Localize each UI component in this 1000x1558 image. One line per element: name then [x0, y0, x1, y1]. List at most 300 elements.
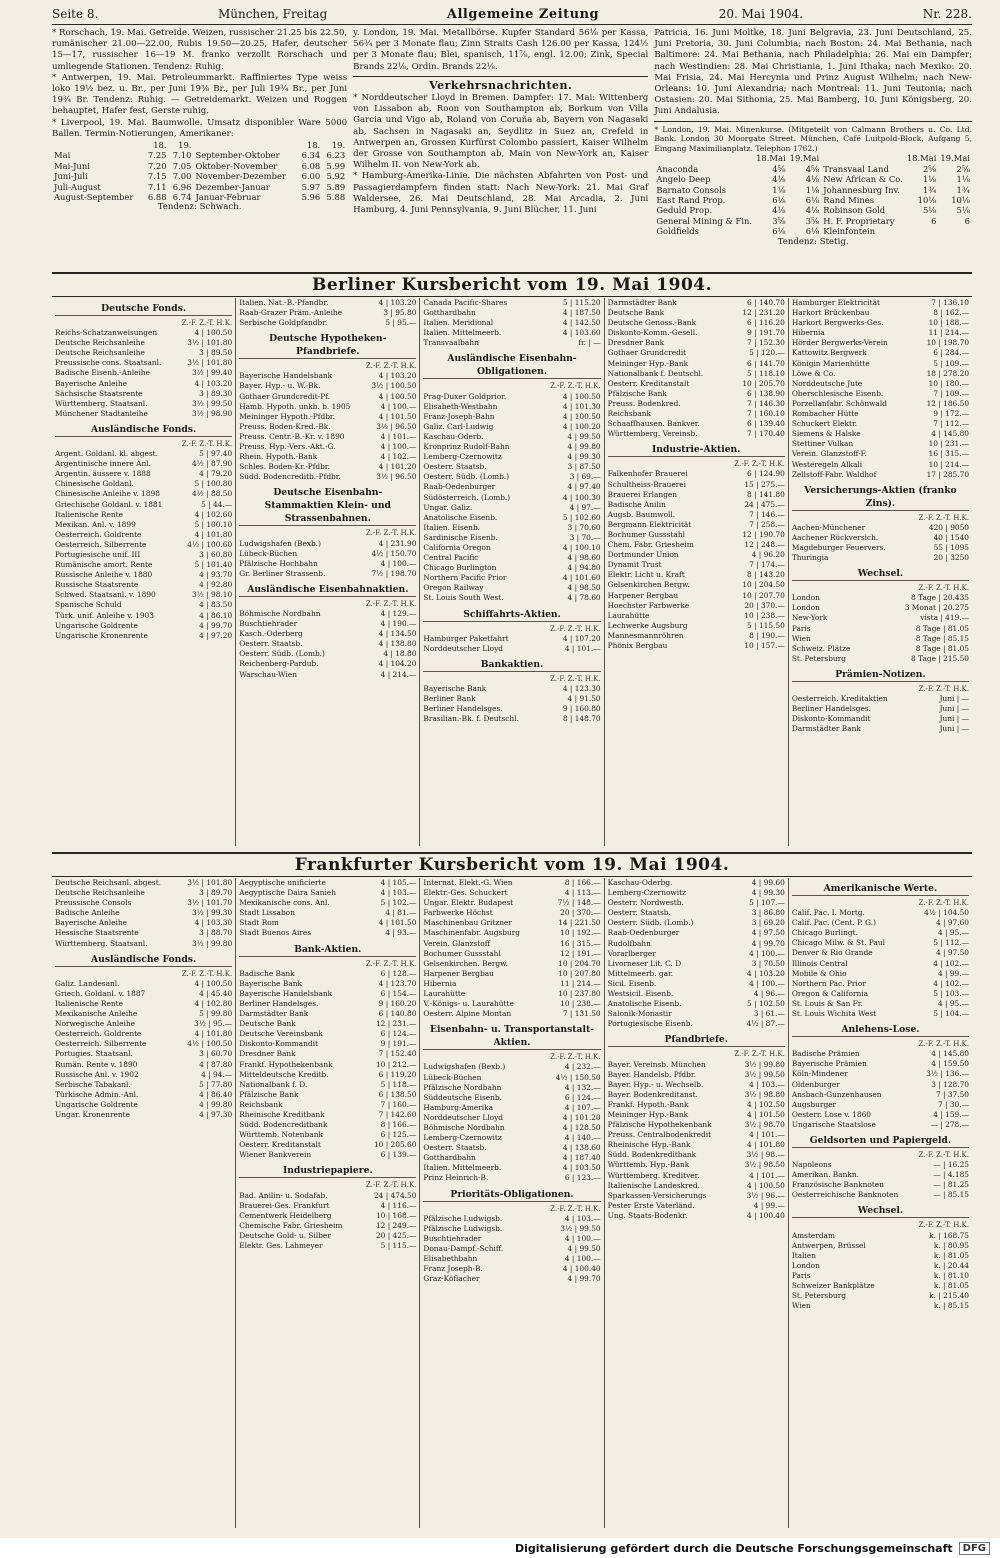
- berlin-security-name: Schultheiss-Brauerei: [607, 479, 687, 489]
- berlin-security-name: Norddeutscher Lloyd: [423, 643, 503, 653]
- berlin-column-header: Z.-F. Z.-T. H.K.: [918, 584, 970, 593]
- frankfurt-security-name: Badische Bank: [239, 968, 295, 978]
- frankfurt-security-name: Galiz. Landesanl.: [55, 978, 120, 988]
- frankfurt-quote-row: [792, 1251, 969, 1261]
- frankfurt-security-name: Northern Pac. Prior: [791, 978, 866, 988]
- cotton-cell: August-September: [54, 192, 134, 203]
- frankfurt-security-name: Franz Joseph-B.: [423, 1264, 483, 1274]
- berlin-security-name: Oesterr. Staatsb.: [239, 639, 303, 649]
- frankfurt-quote-value: 4 | 159.50: [931, 1059, 970, 1069]
- frankfurt-quote-value: 4 | 97.60: [935, 918, 970, 928]
- frankfurt-quote-row: [792, 1160, 969, 1170]
- berlin-quote-value: 4 | 99.50: [567, 431, 601, 441]
- frankfurt-quote-value: 3½ | 99.80: [744, 1059, 785, 1069]
- frankfurt-quote-value: 3½ | 101.80: [187, 878, 233, 887]
- mines-cell: 1¾: [956, 184, 970, 195]
- berlin-quote-value: 4½ | 100.60: [187, 539, 233, 549]
- frankfurt-security-name: Rumän. Rente v. 1890: [55, 1059, 138, 1069]
- berlin-quote-row: [608, 641, 785, 651]
- frankfurt-quote-value: 4 | 138.60: [562, 1143, 601, 1153]
- berlin-quote-value: 8 | 148.70: [562, 714, 601, 724]
- mines-row: [654, 195, 972, 205]
- frankfurt-security-name: Norddeutscher Lloyd: [423, 1112, 503, 1122]
- berlin-quote-row: [608, 601, 785, 611]
- frankfurt-security-name: Südd. Bodencreditbank: [239, 1120, 328, 1130]
- berlin-quote-value: 7 | 136.10: [931, 298, 970, 307]
- frankfurt-quote-value: 3½ | 98.80: [744, 1089, 785, 1099]
- berlin-security-name: Harpener Bergbau: [607, 590, 679, 600]
- frankfurt-column: [420, 878, 604, 1528]
- berlin-quote-value: 5 | 120.—: [749, 348, 785, 358]
- frankfurt-quote-value: 7 | 160.—: [380, 1099, 417, 1109]
- frankfurt-quote-row: [792, 999, 969, 1009]
- berlin-security-name: Darmstädter Bank: [607, 298, 677, 307]
- frankfurt-quote-value: 3½ | 99.50: [744, 1069, 785, 1079]
- frankfurt-quote-row: [792, 1291, 969, 1301]
- berlin-security-name: Lechwerke Augsburg: [607, 620, 688, 630]
- berlin-quote-row: [423, 513, 600, 523]
- berlin-quote-value: 8 | 141.80: [747, 489, 785, 499]
- berlin-quote-value: 4 | 92.80: [199, 580, 233, 590]
- berlin-column-header: Z.-F. Z.-T. H.K.: [181, 439, 233, 448]
- frankfurt-quote-row: [423, 1133, 600, 1143]
- frankfurt-quote-row: [423, 1153, 600, 1163]
- frankfurt-quote-row: [792, 1009, 969, 1019]
- frankfurt-security-name: Sicil. Eisenb.: [607, 978, 657, 988]
- berlin-quote-value: 4 | 190.—: [380, 619, 417, 629]
- berlin-quote-row: [55, 479, 232, 489]
- frankfurt-quote-value: k. | 20.44: [933, 1260, 970, 1270]
- frankfurt-security-name: Pfälzische Bank: [239, 1089, 299, 1099]
- berlin-quote-row: [792, 338, 969, 348]
- berlin-quote-row: [55, 409, 232, 419]
- berlin-quote-row: [239, 609, 416, 619]
- mines-table: [654, 153, 972, 236]
- berlin-quote-row: [608, 520, 785, 530]
- berlin-quote-value: 3½ | 99.50: [191, 398, 233, 408]
- berlin-security-name: Gelsenkirchen Bergw.: [607, 580, 690, 590]
- frankfurt-quote-value: 4 | 100.50: [747, 1180, 785, 1190]
- berlin-security-name: Kattowitz Bergwerk: [791, 348, 867, 358]
- berlin-quote-value: 24 | 475.—: [744, 499, 785, 509]
- berlin-security-name: Chinesische Anleihe v. 1898: [55, 489, 160, 499]
- berlin-quote-value: 3½ | 98.90: [191, 408, 233, 418]
- berlin-quote-value: 6 | 116.20: [747, 318, 785, 328]
- berlin-quote-value: 8 Tage | 20.435: [911, 593, 970, 603]
- frankfurt-section-title: Prioritäts-Obligationen.: [423, 1188, 600, 1202]
- berlin-quote-value: 4½ | 87.90: [191, 459, 233, 469]
- berlin-security-name: Königin Marienhütte: [791, 358, 870, 368]
- frankfurt-security-name: Gelsenkirchen. Bergw.: [423, 958, 508, 968]
- frankfurt-quote-value: 4 | 97.50: [751, 928, 785, 938]
- berlin-quote-value: 40 | 1540: [933, 532, 970, 542]
- frankfurt-quote-value: 4 | 95.—: [937, 928, 970, 938]
- cotton-row: [52, 161, 347, 171]
- frankfurt-section-title: Industriepapiere.: [239, 1164, 416, 1178]
- berlin-quote-row: [55, 550, 232, 560]
- frankfurt-quote-row: [239, 1211, 416, 1221]
- berlin-quote-row: [423, 338, 600, 348]
- mines-cell: 4⅝: [772, 163, 786, 174]
- frankfurt-quote-value: 6 | 119.20: [378, 1069, 417, 1079]
- berlin-quote-value: 4 | 100.—: [380, 401, 417, 411]
- cotton-cell: 6.74: [172, 192, 192, 203]
- berlin-quote-row: [792, 543, 969, 553]
- frankfurt-section-title: Geldsorten und Papiergeld.: [792, 1134, 969, 1148]
- berlin-quote-row: [608, 379, 785, 389]
- frankfurt-quote-row: [423, 1214, 600, 1224]
- frankfurt-quote-row: [792, 938, 969, 948]
- frankfurt-security-name: Ungar. Elektr. Budapest: [423, 898, 514, 908]
- frankfurt-security-name: Mittelmeerb. gar.: [607, 968, 674, 978]
- cotton-cell: 6.23: [326, 150, 346, 161]
- market-column-3: [654, 28, 972, 268]
- berlin-quote-row: [608, 560, 785, 570]
- frankfurt-quote-value: 6 | 125.—: [380, 1130, 417, 1140]
- mines-cell: 4⅛: [805, 174, 820, 185]
- frankfurt-quote-value: 4 | 103.20: [747, 968, 785, 978]
- berlin-quote-row: [792, 553, 969, 563]
- berlin-security-name: Lübeck-Büchen: [239, 548, 298, 558]
- frankfurt-security-name: St. Petersburg: [791, 1291, 846, 1301]
- frankfurt-quote-row: [55, 928, 232, 938]
- berlin-quote-row: [423, 684, 600, 694]
- berlin-quote-row: [792, 694, 969, 704]
- berlin-quote-value: 10 | 204.50: [742, 580, 785, 590]
- berlin-quote-value: 18 | 278.20: [926, 368, 970, 378]
- market-column-1: [52, 28, 347, 268]
- berlin-security-name: Dortmunder Union: [607, 550, 679, 560]
- frankfurt-quote-value: 4 | 97.50: [935, 948, 970, 958]
- berlin-quote-value: Juni | —: [939, 694, 970, 703]
- frankfurt-quote-row: [792, 1281, 969, 1291]
- frankfurt-quote-value: 4½ | 87.—: [746, 1019, 785, 1029]
- berlin-quote-value: 4 | 97.40: [567, 482, 601, 492]
- berlin-quote-row: [423, 482, 600, 492]
- frankfurt-security-name: Cementwerk Heidelberg: [239, 1210, 332, 1220]
- berlin-quote-value: 4 | 101.—: [564, 643, 601, 653]
- frankfurt-security-name: Amerikan. Bankn.: [791, 1170, 859, 1180]
- frankfurt-quote-row: [239, 1090, 416, 1100]
- frankfurt-quote-row: [608, 1110, 785, 1120]
- frankfurt-quote-value: 7 | 131.50: [562, 1009, 601, 1019]
- frankfurt-security-name: Meininger Hyp.-Bank: [607, 1109, 689, 1119]
- berlin-quote-row: [55, 338, 232, 348]
- berlin-column-header: Z.-F. Z.-T. H.K.: [550, 674, 601, 683]
- berlin-quote-row: [423, 543, 600, 553]
- frankfurt-quote-value: 4 | 99.—: [753, 1200, 785, 1210]
- berlin-security-name: Oesterreich. Kreditaktien: [791, 694, 888, 703]
- cotton-cell: 6.88: [147, 192, 167, 203]
- berlin-security-name: Bayer. Hyp.- u. W.-Bk.: [239, 381, 321, 391]
- frankfurt-quote-value: 12 | 249.—: [375, 1220, 417, 1230]
- berlin-security-name: Hamb. Hypoth. unkb. b. 1905: [239, 401, 351, 411]
- mines-row: [654, 164, 972, 174]
- frankfurt-quote-row: [423, 1062, 600, 1072]
- berlin-security-name: Oesterr. Kreditanstalt: [607, 378, 690, 388]
- berlin-quote-value: 420 | 9050: [928, 522, 970, 532]
- berlin-section-title: Deutsche Fonds.: [55, 302, 232, 316]
- mines-cell: 6⅛: [772, 195, 786, 206]
- frankfurt-quote-value: — | 278.—: [930, 1119, 970, 1129]
- berlin-section-title: Versicherungs-Aktien (franko Zins).: [792, 484, 969, 511]
- funding-credit: Digitalisierung gefördert durch die Deutsche Forschungsgemeinschaft: [514, 1541, 953, 1555]
- frankfurt-quote-value: 5 | 118.—: [380, 1079, 417, 1089]
- frankfurt-quote-row: [608, 999, 785, 1009]
- frankfurt-security-name: Brauerei-Ges. Frankfurt: [239, 1200, 330, 1210]
- frankfurt-security-name: Schweizer Bankplätze: [791, 1281, 875, 1290]
- frankfurt-quote-value: 9 | 160.20: [378, 998, 417, 1008]
- frankfurt-quote-value: — | 4.185: [933, 1170, 970, 1180]
- mines-cell: 6⅛: [805, 226, 820, 237]
- berlin-security-name: Verein. Glanzstoff-F.: [791, 449, 867, 459]
- berlin-security-name: Norddeutsche Jute: [791, 378, 863, 388]
- berlin-quote-value: 4 | 103.20: [378, 371, 417, 381]
- berlin-security-name: Löwe & Co.: [791, 368, 836, 378]
- berlin-quote-value: 8 | 162.—: [933, 308, 970, 318]
- frankfurt-quote-row: [792, 969, 969, 979]
- berlin-quote-row: [608, 621, 785, 631]
- frankfurt-security-name: Rheinische Kreditbank: [239, 1109, 325, 1119]
- berlin-quote-value: 4 | 99.70: [199, 620, 233, 630]
- frankfurt-security-name: Italien. Mittelmeerb.: [423, 1163, 502, 1173]
- mines-header-row: [654, 153, 972, 163]
- frankfurt-quote-value: 4 | 99.60: [751, 878, 785, 887]
- frankfurt-quote-row: [55, 1019, 232, 1029]
- frankfurt-quote-value: 4 | 97.30: [199, 1109, 233, 1119]
- berlin-quote-value: 8 Tage | 215.50: [911, 653, 970, 663]
- mines-row: [654, 185, 972, 195]
- berlin-security-name: Hamburger Elektricität: [791, 298, 881, 307]
- berlin-security-name: Dresdner Bank: [607, 338, 665, 348]
- frankfurt-quote-row: [239, 1150, 416, 1160]
- berlin-quote-row: [423, 328, 600, 338]
- frankfurt-quote-row: [239, 1009, 416, 1019]
- frankfurt-security-name: Dresdner Bank: [239, 1049, 296, 1059]
- frankfurt-quote-value: 7 | 152.40: [378, 1049, 417, 1059]
- frankfurt-quote-row: [55, 918, 232, 928]
- berlin-quote-value: 4 | 98.60: [567, 553, 601, 563]
- mines-cell: New African & Co.: [823, 174, 903, 185]
- mines-cell: East Rand Prop.: [656, 195, 726, 206]
- frankfurt-quote-value: 4 | 103.50: [562, 1163, 601, 1173]
- berlin-security-name: Kasch.-Oderberg: [239, 629, 303, 639]
- frankfurt-quote-value: 4 | 87.80: [199, 1059, 233, 1069]
- berlin-security-name: Aachener Rückversich.: [791, 532, 879, 542]
- frankfurt-security-name: Chemische Fabr. Griesheim: [239, 1220, 343, 1230]
- frankfurt-quote-value: 4½ | 104.50: [924, 908, 970, 918]
- mines-cell: 1⅛: [922, 174, 937, 185]
- berlin-quote-value: 5 | 95.—: [385, 318, 417, 328]
- frankfurt-quote-row: [608, 1211, 785, 1221]
- frankfurt-quote-row: [608, 1070, 785, 1080]
- berlin-security-name: Zellstoff-Fabr. Waldhof: [791, 469, 877, 479]
- frankfurt-security-name: Bayerische Bank: [239, 978, 302, 988]
- mines-cell: [905, 226, 939, 236]
- frankfurt-quote-value: 4 | 103.—: [564, 1213, 601, 1223]
- berlin-quote-row: [792, 603, 969, 613]
- berlin-security-name: Ungar. Galiz.: [423, 502, 473, 512]
- frankfurt-quote-row: [239, 999, 416, 1009]
- frankfurt-quote-row: [608, 969, 785, 979]
- berlin-quote-value: 6 | 124.90: [747, 469, 785, 479]
- frankfurt-column: [52, 878, 236, 1528]
- frankfurt-security-name: Russische Anl. v. 1902: [55, 1069, 139, 1079]
- berlin-security-name: Diskonto-Kommandit: [791, 714, 871, 724]
- berlin-security-name: Bayerische Anleihe: [55, 378, 128, 388]
- frankfurt-quote-row: [239, 969, 416, 979]
- berlin-security-name: Pfälzische Bank: [607, 388, 667, 398]
- frankfurt-section-title: Anlehens-Lose.: [792, 1023, 969, 1037]
- cotton-cell: Juli-August: [54, 181, 101, 192]
- berlin-security-name: Prag-Duxer Goldprior.: [423, 391, 507, 401]
- berlin-quote-row: [792, 593, 969, 603]
- berlin-quote-value: 7 | 146.—: [749, 509, 785, 519]
- berlin-quote-value: 10 | 188.—: [928, 318, 970, 328]
- frankfurt-quote-row: [423, 959, 600, 969]
- frankfurt-banner: Frankfurter Kursbericht vom 19. Mai 1904.: [52, 852, 972, 877]
- frankfurt-quote-value: 9 | 191.—: [380, 1039, 417, 1049]
- cotton-tendenz: Tendenz: Schwach.: [157, 202, 242, 213]
- frankfurt-quote-value: 10 | 238.—: [560, 999, 601, 1009]
- mines-cell: 6⅛: [772, 226, 786, 237]
- frankfurt-column-header: Z.-F. Z.-T. H.K.: [550, 1204, 601, 1213]
- frankfurt-quote-row: [55, 1060, 232, 1070]
- mines-cell: Johannesburg Inv.: [823, 184, 900, 195]
- berlin-quote-row: [792, 724, 969, 734]
- frankfurt-security-name: V.-Königs- u. Laurahütte: [423, 999, 514, 1009]
- frankfurt-quote-value: 4 | 187.40: [562, 1153, 601, 1163]
- berlin-security-name: Diskonto-Komm.-Gesell.: [607, 328, 698, 338]
- cotton-header-cell: 19.: [331, 140, 346, 151]
- berlin-quote-row: [55, 611, 232, 621]
- frankfurt-quote-value: 3½ | 95.—: [194, 1019, 233, 1029]
- berlin-quote-row: [423, 563, 600, 573]
- frankfurt-quote-value: 7 | 142.60: [378, 1109, 417, 1119]
- frankfurt-quote-row: [55, 999, 232, 1009]
- berlin-security-name: Hamburger Paketfahrt: [423, 633, 509, 643]
- berlin-quote-row: [608, 348, 785, 358]
- frankfurt-quote-row: [423, 1083, 600, 1093]
- frankfurt-security-name: Württemberg. Staatsanl.: [55, 938, 148, 948]
- berlin-quote-row: [792, 634, 969, 644]
- frankfurt-quote-value: 24 | 474.50: [373, 1190, 417, 1200]
- frankfurt-security-name: Stadt Buenos Aires: [239, 928, 312, 938]
- frankfurt-security-name: Maschinenbau Gritzner: [423, 918, 512, 928]
- frankfurt-security-name: Französische Banknoten: [791, 1180, 884, 1190]
- berlin-quote-value: 8 Tage | 85.15: [915, 633, 970, 643]
- frankfurt-quote-row: [423, 949, 600, 959]
- frankfurt-quote-value: 4 | 103.—: [749, 1079, 785, 1089]
- cotton-table: [52, 140, 347, 202]
- berlin-section-title: Deutsche Hypotheken-Pfandbriefe.: [239, 332, 416, 359]
- frankfurt-quote-value: 4 | 105.—: [380, 878, 417, 887]
- frankfurt-quote-value: 10 | 237.80: [558, 989, 601, 999]
- frankfurt-quote-row: [239, 918, 416, 928]
- frankfurt-security-name: Frankf. Hypothekenbank: [239, 1059, 333, 1069]
- mines-row: [654, 174, 972, 184]
- frankfurt-quote-value: k. | 81.05: [933, 1250, 970, 1260]
- frankfurt-quote-row: [55, 1029, 232, 1039]
- frankfurt-security-name: Lemberg-Czernowitz: [423, 1133, 502, 1143]
- berlin-quote-row: [423, 644, 600, 654]
- berlin-quote-value: 4 | 100.20: [562, 421, 601, 431]
- berlin-column: [236, 298, 420, 846]
- frankfurt-quote-row: [792, 1271, 969, 1281]
- berlin-quote-value: 7½ | 198.70: [371, 568, 417, 578]
- frankfurt-quote-value: 6 | 123.—: [564, 1173, 601, 1183]
- berlin-quote-value: 5 | 100.10: [194, 519, 233, 529]
- berlin-security-name: Russische Staatsrente: [55, 580, 139, 590]
- frankfurt-quote-row: [423, 1113, 600, 1123]
- berlin-quote-value: 5 | 101.40: [194, 560, 233, 570]
- berlin-security-name: Rumänische amort. Rente: [55, 560, 153, 570]
- mines-cell: 1⅛: [956, 174, 970, 185]
- frankfurt-quote-value: 4 | 94.—: [201, 1069, 233, 1079]
- frankfurt-quote-row: [608, 888, 785, 898]
- frankfurt-security-name: Reichsbank: [239, 1099, 283, 1109]
- frankfurt-security-name: Pfälzische Nordbahn: [423, 1082, 502, 1092]
- frankfurt-quote-row: [239, 1201, 416, 1211]
- berlin-quote-row: [608, 318, 785, 328]
- berlin-quote-value: 10 | 157.—: [744, 641, 785, 650]
- cotton-row: [52, 182, 347, 192]
- frankfurt-security-name: Italien: [791, 1250, 816, 1260]
- frankfurt-quote-value: 20 | 370.—: [560, 908, 601, 918]
- berlin-quote-row: [792, 429, 969, 439]
- berlin-quote-value: 4 | 187.50: [562, 308, 601, 318]
- berlin-quote-row: [423, 442, 600, 452]
- berlin-security-name: Schaaffhausen. Bankver.: [607, 419, 700, 429]
- frankfurt-security-name: Bayer. Handelsb. Pfdbr.: [607, 1069, 696, 1079]
- berlin-quote-value: 7 | 170.40: [747, 429, 785, 439]
- frankfurt-quote-row: [423, 1234, 600, 1244]
- frankfurt-quote-value: 5 | 112.—: [933, 938, 970, 948]
- berlin-quote-value: 4 | 100.10: [562, 542, 601, 552]
- frankfurt-quote-row: [792, 1301, 969, 1311]
- berlin-security-name: Argent. Goldanl. kl. abgest.: [55, 449, 158, 459]
- berlin-quote-row: [239, 559, 416, 569]
- frankfurt-quote-value: 6 | 139.—: [380, 1150, 417, 1160]
- berlin-quote-value: 4 | 86.10: [199, 610, 233, 620]
- frankfurt-quote-value: 11 | 214.—: [560, 978, 601, 988]
- frankfurt-quote-value: 3 | 128.70: [931, 1079, 970, 1089]
- frankfurt-quote-row: [423, 1103, 600, 1113]
- berlin-quote-value: 7 | 160.10: [747, 409, 785, 419]
- frankfurt-quote-row: [608, 1150, 785, 1160]
- frankfurt-quote-row: [55, 1049, 232, 1059]
- berlin-quote-value: 10 | 238.—: [744, 610, 785, 620]
- berlin-quote-value: 5 | 115.20: [562, 298, 601, 307]
- cotton-cell: 7.10: [172, 150, 192, 161]
- frankfurt-quote-value: 6 | 124.—: [380, 1029, 417, 1039]
- frankfurt-quote-value: 3½ | 99.80: [191, 938, 233, 948]
- frankfurt-quote-row: [423, 1093, 600, 1103]
- berlin-column: [52, 298, 236, 846]
- berlin-section-title: Schiffahrts-Aktien.: [423, 608, 600, 622]
- berlin-quote-value: 10 | 214.—: [928, 459, 970, 469]
- berlin-quote-value: 8 | 190.—: [749, 630, 785, 640]
- berlin-quote-value: 20 | 3250: [933, 553, 970, 563]
- berlin-column-header: Z.-F. Z.-T. H.K.: [918, 684, 970, 693]
- berlin-quote-value: 3 | 89.50: [199, 348, 233, 358]
- frankfurt-quote-row: [423, 898, 600, 908]
- frankfurt-quote-row: [792, 1180, 969, 1190]
- frankfurt-security-name: Stadt Rom: [239, 918, 279, 928]
- frankfurt-quote-value: 4 | 93.—: [385, 928, 417, 938]
- frankfurt-security-name: Kaschau-Oderbg.: [607, 878, 673, 887]
- frankfurt-quote-row: [608, 878, 785, 888]
